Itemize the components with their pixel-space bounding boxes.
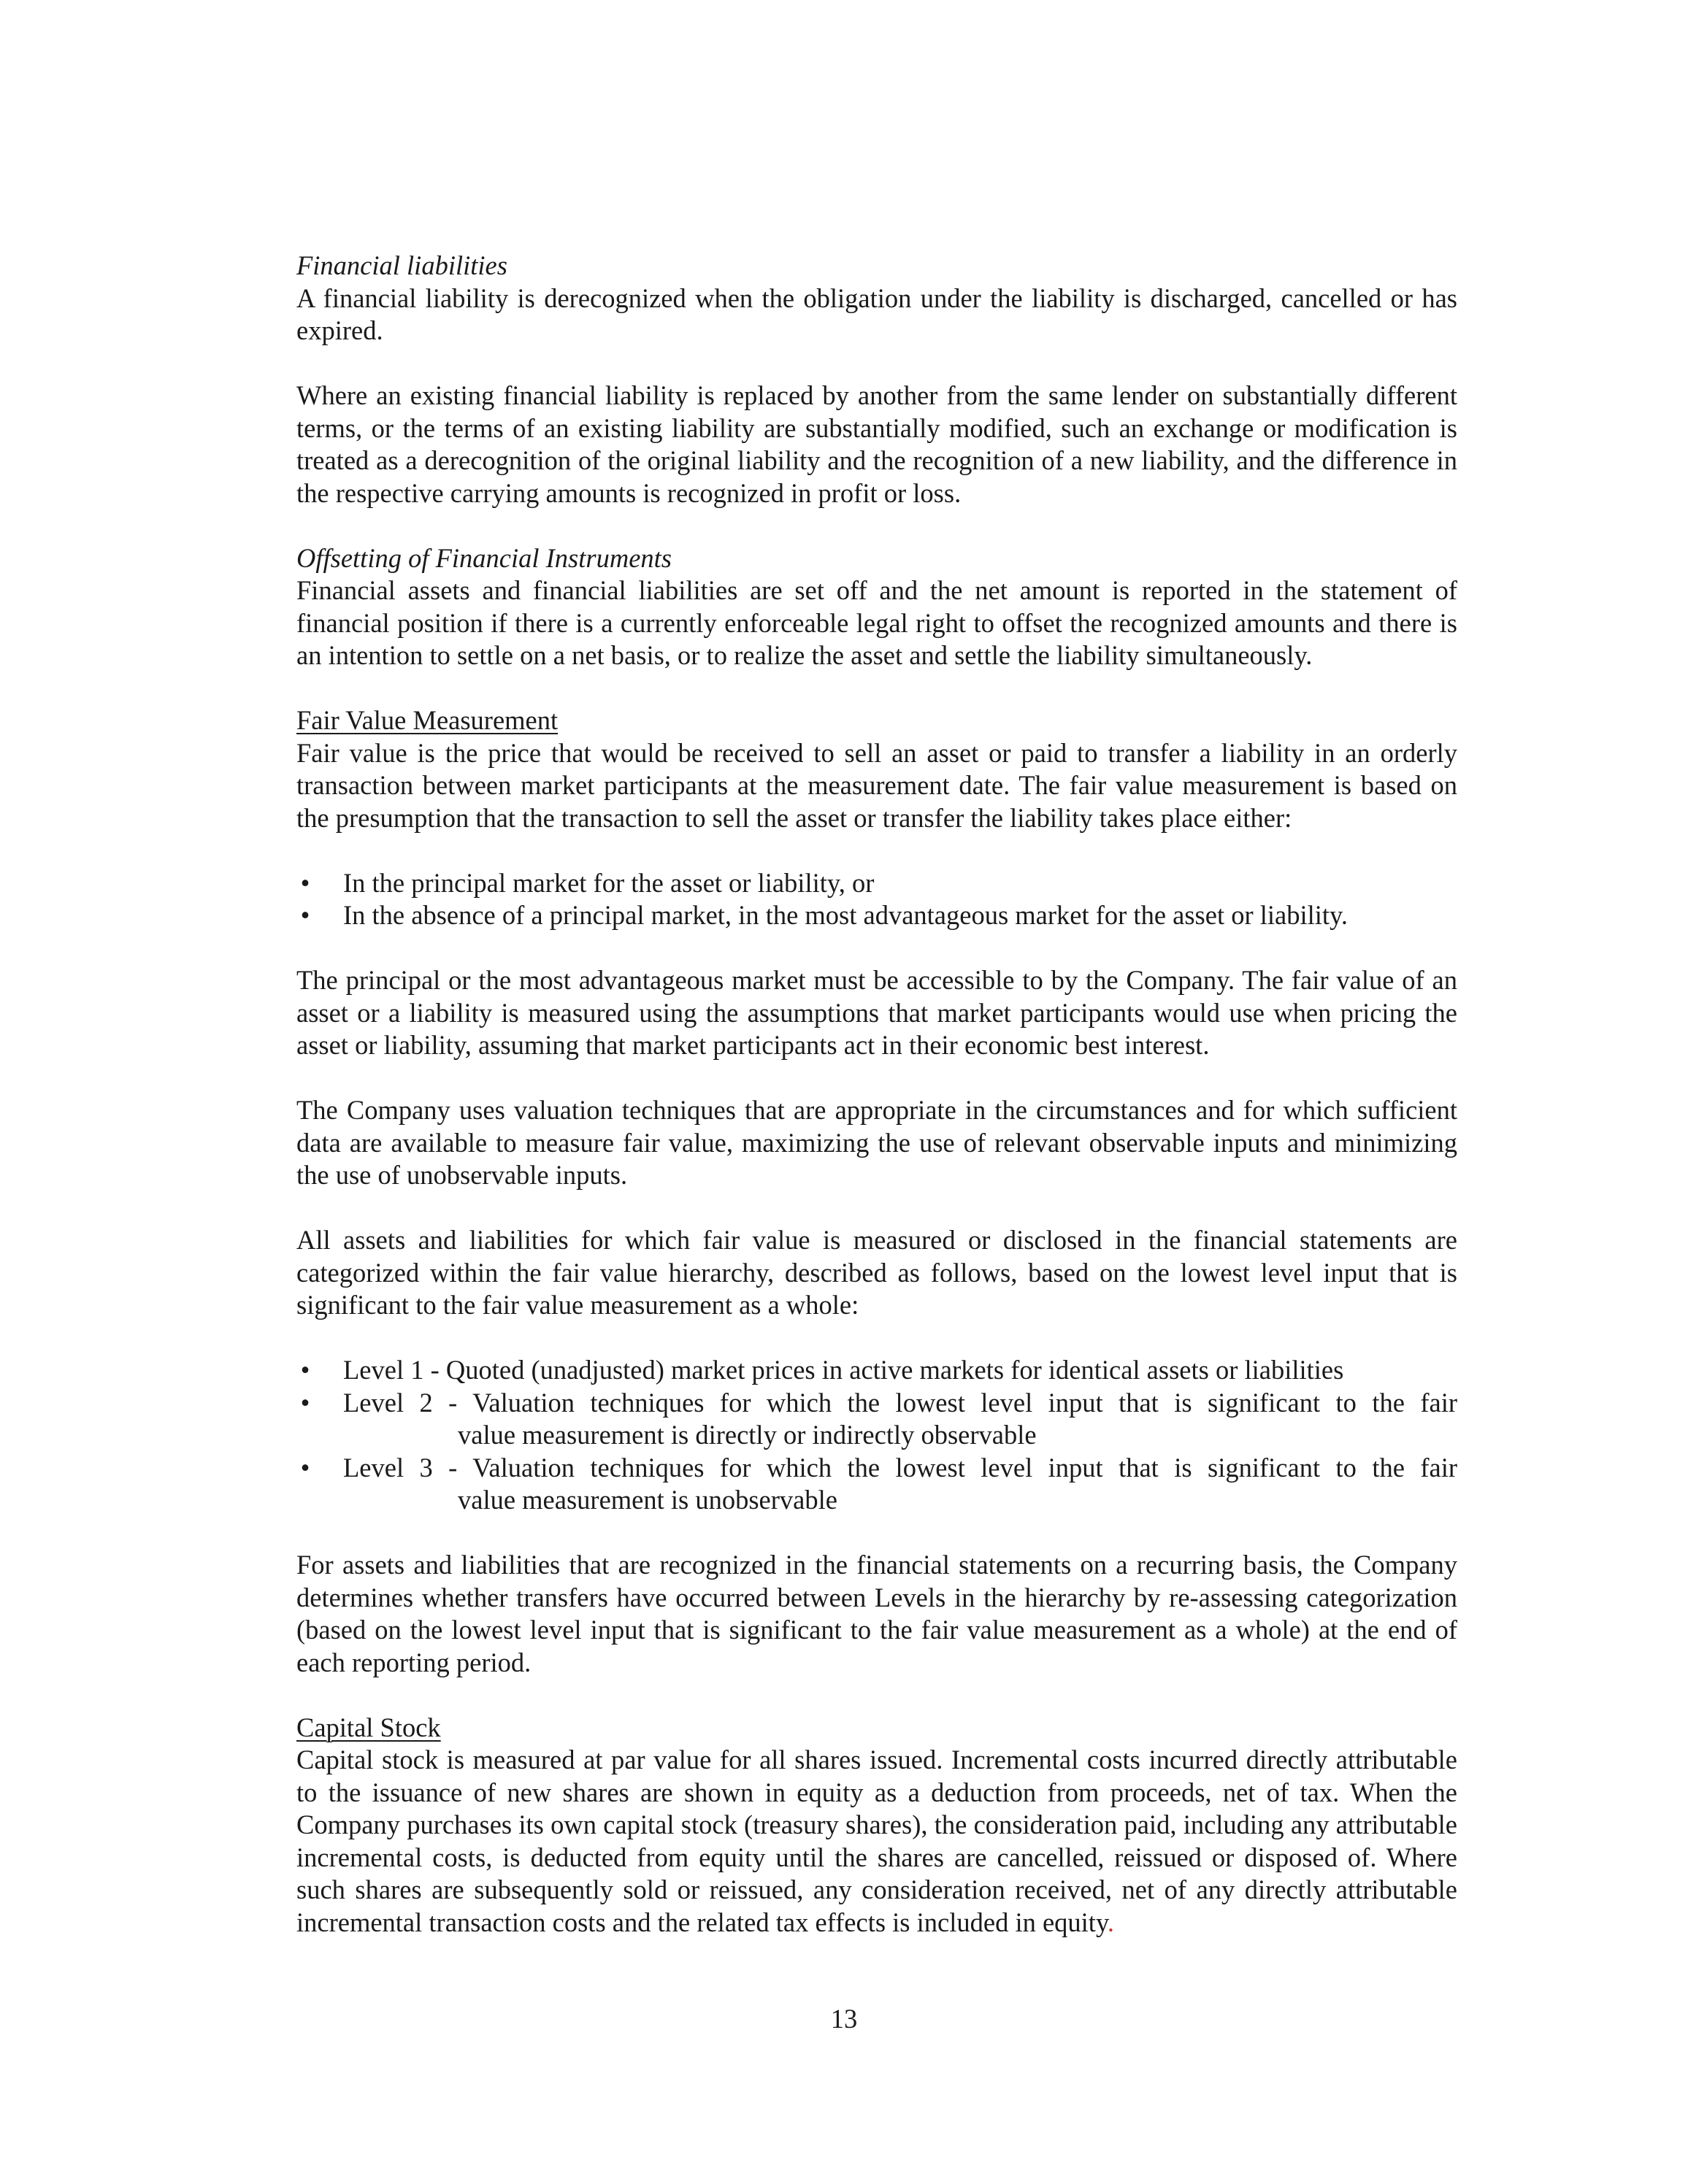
paragraph-derecognition: A financial liability is derecognized when the obligation under the liability is discharged, cancelled or has expired. [296,282,1457,345]
level-2-text: Level 2 - Valuation techniques for which the lowest level input that is significant to the fair [343,1387,1457,1418]
end-mark: . [1107,1907,1114,1937]
paragraph-valuation-techniques: The Company uses valuation techniques that are appropriate in the circumstances and for which sufficient data are available to measure fair value, maximizing the use of relevant observable inputs and minimizing the use of unobservable inputs. [296,1095,1457,1190]
page-number: 13 [830,2004,858,2034]
bullet-icon: • [300,1355,310,1385]
list-item [296,1354,1457,1387]
market-bullet-list [296,867,1457,932]
level-3-text: Level 3 - Valuation techniques for which the lowest level input that is significant to the fair [343,1452,1457,1483]
page-body [296,250,1457,1939]
heading-offsetting: Offsetting of Financial Instruments [296,542,672,573]
level-2-continuation: value measurement is directly or indirectly observable [458,1420,1037,1450]
capital-stock-text: Capital stock is measured at par value for all shares issued. Incremental costs incurred directly attributable to the issuance of new shares are shown in equity as a deduction from proceeds, net of tax. When the Company purchases its own capital stock (treasury shares), the consideration paid, including any attributable incremental costs, is deducted from equity until the shares are cancelled, reissued or disposed of. Where such shares are subsequently sold or reissued, any consideration received, net of any directly attributable incremental transaction costs and the related tax effects is included in equity [296,1745,1457,1937]
hierarchy-level-list [296,1354,1457,1517]
bullet-icon: • [300,1387,310,1418]
paragraph-principal-market: The principal or the most advantageous market must be accessible to by the Company. The fair value of an asset or a liability is measured using the assumptions that market participants would use when pricing the asset or liability, assuming that market participants act in their economic best interest. [296,965,1457,1060]
list-item [296,1452,1457,1517]
paragraph-capital-stock [296,1744,1457,1939]
list-item [296,899,1457,932]
heading-capital-stock [296,1712,1457,1745]
paragraph-liability-replacement: Where an existing financial liability is replaced by another from the same lender on substantially different terms, or the terms of an existing liability are substantially modified, such an exchange or modification is treated as a derecognition of the original liability and the recognition of a new liability, and the difference in the respective carrying amounts is recognized in profit or loss. [296,380,1457,508]
paragraph-recurring-basis: For assets and liabilities that are recognized in the financial statements on a recurring basis, the Company determines whether transfers have occurred between Levels in the hierarchy by re-assessing categorization (based on the lowest level input that is significant to the fair value measurement as a whole) at the end of each reporting period. [296,1550,1457,1677]
paragraph-fair-value-definition: Fair value is the price that would be received to sell an asset or paid to transfer a liability in an orderly transaction between market participants at the measurement date. The fair value measurement is based on the presumption that the transaction to sell the asset or transfer the liability takes place either: [296,737,1457,833]
list-item-text: In the principal market for the asset or liability, or [343,867,875,898]
bullet-icon: • [300,867,310,898]
level-3-continuation: value measurement is unobservable [458,1485,837,1515]
heading-financial-liabilities: Financial liabilities [296,250,507,280]
bullet-icon: • [300,1452,310,1483]
paragraph-offsetting: Financial assets and financial liabilities are set off and the net amount is reported in the statement of financial position if there is a currently enforceable legal right to offset the recognized amounts and there is an intention to settle on a net basis, or to realize the asset and settle the liability simultaneously. [296,575,1457,670]
list-item [296,1387,1457,1452]
heading-fair-value [296,704,1457,737]
heading-capital-stock-text: Capital Stock [296,1712,441,1742]
paragraph-hierarchy: All assets and liabilities for which fair value is measured or disclosed in the financial statements are categorized within the fair value hierarchy, described as follows, based on the lowest level input that is significant to the fair value measurement as a whole: [296,1225,1457,1320]
list-item [296,867,1457,900]
bullet-icon: • [300,900,310,930]
list-item-text: In the absence of a principal market, in the most advantageous market for the asset or liability. [343,900,1349,930]
level-1-text: Level 1 - Quoted (unadjusted) market prices in active markets for identical assets or liabilities [343,1355,1344,1385]
heading-fair-value-text: Fair Value Measurement [296,705,559,735]
